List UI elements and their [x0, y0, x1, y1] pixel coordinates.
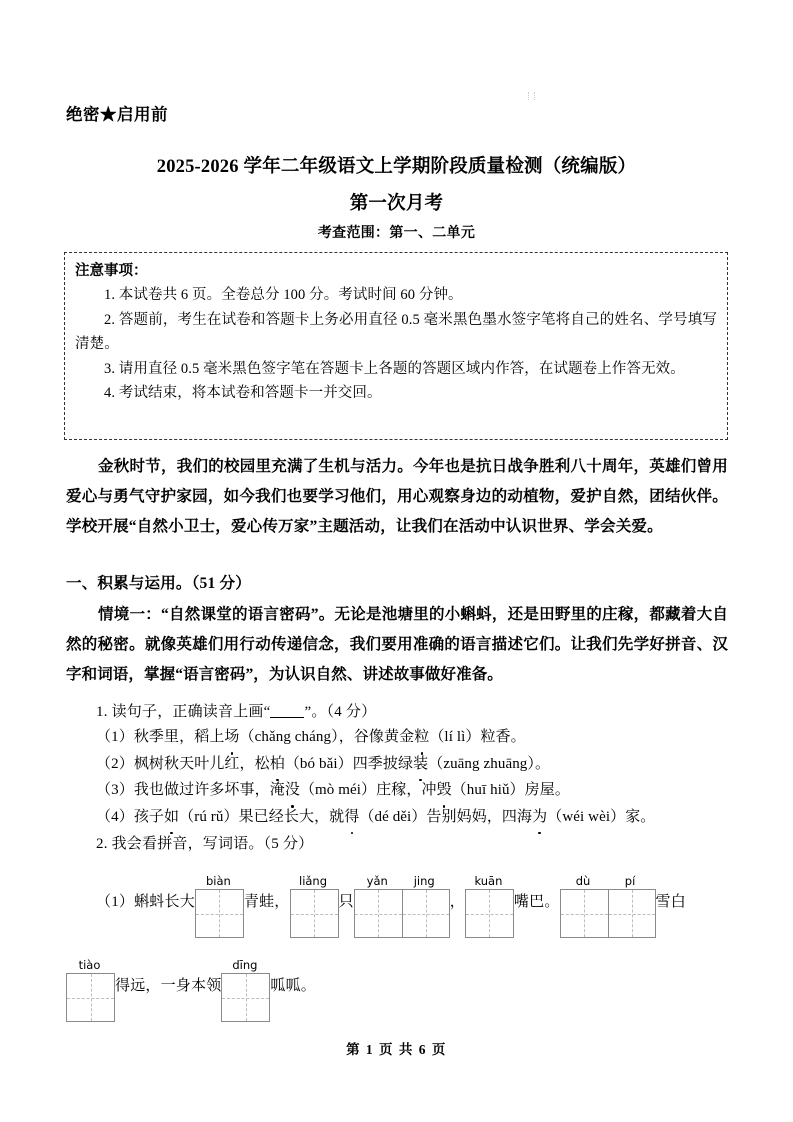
- section-heading: 一、积累与运用。（51 分）: [66, 575, 251, 592]
- page-footer: 第 1 页 共 6 页: [346, 1042, 447, 1057]
- inline-text: 青蛙，: [243, 894, 290, 910]
- emphasis-dotted-char: 没: [285, 777, 300, 804]
- pinyin-label-row: [290, 874, 339, 889]
- character-cell[interactable]: [402, 890, 449, 937]
- line-text: 我也做过许多坏事，淹: [133, 782, 285, 798]
- emphasis-dotted-char: 如: [164, 804, 179, 831]
- pinyin-label: liǎng: [299, 874, 328, 888]
- character-grid: [560, 889, 656, 938]
- pinyin-grid-group: [560, 874, 656, 938]
- emphasis-dotted-char: 得: [344, 804, 359, 831]
- line-text: （wéi wèi）家。: [547, 808, 656, 825]
- notice-item: 2. 答题前，考生在试卷和答题卡上务必用直径 0.5 毫米黑色墨水签字笔将自己的姓名、学号填写清楚。: [75, 311, 717, 352]
- character-grid: [290, 889, 339, 938]
- notice-box: [64, 252, 728, 440]
- line-number: （2）: [96, 755, 134, 772]
- question-2-row-2: [66, 958, 316, 1022]
- pinyin-grid-group: [195, 874, 244, 938]
- pinyin-grid-group: [290, 874, 339, 938]
- line-number: （3）: [96, 782, 134, 798]
- character-grid: [465, 889, 514, 938]
- emphasis-dotted-char: 为: [532, 804, 547, 831]
- character-cell[interactable]: [355, 890, 402, 937]
- line-text: （chǎng cháng），谷像黄金: [239, 729, 415, 745]
- notice-title: 注意事项：: [75, 263, 148, 279]
- pinyin-label: dù: [575, 874, 591, 888]
- emphasis-dotted-char: 柏: [270, 751, 285, 778]
- question-1-line: [96, 804, 736, 831]
- character-cell[interactable]: [67, 974, 114, 1021]
- character-grid: [195, 889, 244, 938]
- pinyin-label: biàn: [205, 874, 231, 888]
- inline-text: 嘴巴。: [513, 894, 560, 910]
- scan-artifact-icon: [528, 92, 535, 100]
- question-2-stem: 2. 我会看拼音，写词语。（5 分）: [96, 836, 314, 852]
- page-subtitle: 第一次月考: [349, 194, 444, 214]
- emphasis-dotted-char: 装: [413, 751, 428, 778]
- pinyin-label: kuān: [474, 874, 503, 888]
- character-cell[interactable]: [608, 890, 655, 937]
- character-cell[interactable]: [291, 890, 338, 937]
- inline-text: 只: [338, 894, 354, 910]
- character-cell[interactable]: [196, 890, 243, 937]
- inline-text: 雪白: [655, 894, 686, 910]
- line-number: （1）: [96, 729, 134, 745]
- pinyin-label-row: [195, 874, 244, 889]
- line-text: （bó bǎi）四季披绿: [284, 755, 414, 772]
- line-number: （4）: [96, 808, 134, 825]
- character-cell[interactable]: [561, 890, 608, 937]
- emphasis-dotted-char: 粒: [414, 724, 429, 751]
- blank-rule: [270, 717, 304, 718]
- question-1-stem-suffix: ”。（4 分）: [304, 704, 377, 720]
- pinyin-grid-group: [465, 874, 514, 938]
- emphasis-dotted-char: 场: [224, 724, 239, 751]
- question-1-lines: [96, 724, 736, 830]
- pinyin-label-row: [66, 958, 115, 973]
- line-text: （dé děi）告别妈妈，四海: [359, 808, 533, 825]
- line-text: （huī hiǔ）房屋。: [451, 782, 570, 798]
- line-text: 枫树秋天叶儿红，松: [133, 755, 270, 772]
- pinyin-label: pí: [624, 874, 636, 888]
- situation-paragraph: 情境一：“自然课堂的语言密码”。无论是池塘里的小蝌蚪，还是田野里的庄稼，都藏着大自然的秘密。就像英雄们用行动传递信念，我们要用准确的语言描述它们。让我们先学好拼音、汉字和词语，掌握“语言密码”，为认识自然、讲述故事做好准备。: [66, 606, 728, 683]
- line-text: （rú rǔ）果已经长大，就: [179, 808, 345, 825]
- pinyin-label: dīng: [232, 958, 258, 972]
- pinyin-label-row: [354, 874, 450, 889]
- pinyin-grid-group: [354, 874, 450, 938]
- intro-paragraph: 金秋时节，我们的校园里充满了生机与活力。今年也是抗日战争胜利八十周年，英雄们曾用爱心与勇气守护家园，如今我们也要学习他们，用心观察身边的动植物，爱护自然，团结伙伴。学校开展“自然小卫士，爱心传万家”主题活动，让我们在活动中认识世界、学会关爱。: [66, 458, 728, 535]
- character-grid: [221, 973, 270, 1022]
- exam-scope: 考查范围：第一、二单元: [317, 226, 476, 241]
- notice-item: 1. 本试卷共 6 页。全卷总分 100 分。考试时间 60 分钟。: [104, 287, 463, 303]
- line-text: （lí lì）粒香。: [429, 729, 526, 745]
- pinyin-label: jing: [413, 874, 435, 888]
- pinyin-label: tiào: [78, 958, 101, 972]
- line-text: 孩子: [133, 808, 165, 825]
- pinyin-label: yǎn: [366, 874, 388, 888]
- line-text: （zuāng zhuāng）。: [428, 755, 551, 772]
- character-grid: [354, 889, 450, 938]
- character-grid: [66, 973, 115, 1022]
- inline-text: 呱呱。: [270, 978, 317, 994]
- notice-item: 3. 请用直径 0.5 毫米黑色签字笔在答题卡上各题的答题区域内作答，在试题卷上作答无效。: [104, 360, 685, 377]
- pinyin-label-row: [465, 874, 514, 889]
- question-2-row-1: [96, 874, 686, 938]
- question-1-stem-prefix: 1. 读句子，正确读音上画“: [96, 704, 271, 720]
- secret-label: 绝密★启用前: [66, 105, 168, 124]
- inline-text: （1）蝌蚪长大: [96, 894, 195, 910]
- line-text: 秋季里，稻上: [133, 729, 225, 745]
- character-cell[interactable]: [466, 890, 513, 937]
- pinyin-label-row: [221, 958, 270, 973]
- question-1-line: [96, 751, 736, 778]
- pinyin-grid-group: [66, 958, 115, 1022]
- character-cell[interactable]: [222, 974, 269, 1021]
- question-1-line: [96, 724, 736, 751]
- question-1-stem: [96, 700, 376, 721]
- notice-item: 4. 考试结束，将本试卷和答题卡一并交回。: [104, 385, 382, 401]
- line-text: （mò méi）庄稼，冲: [299, 782, 437, 798]
- question-1-line: [96, 777, 736, 804]
- page-title: 2025-2026 学年二年级语文上学期阶段质量检测（统编版）: [156, 157, 637, 177]
- inline-text: ，: [449, 894, 465, 910]
- pinyin-label-row: [560, 874, 656, 889]
- pinyin-grid-group: [221, 958, 270, 1022]
- inline-text: 得远，一身本领: [115, 978, 222, 994]
- emphasis-dotted-char: 毁: [437, 777, 452, 804]
